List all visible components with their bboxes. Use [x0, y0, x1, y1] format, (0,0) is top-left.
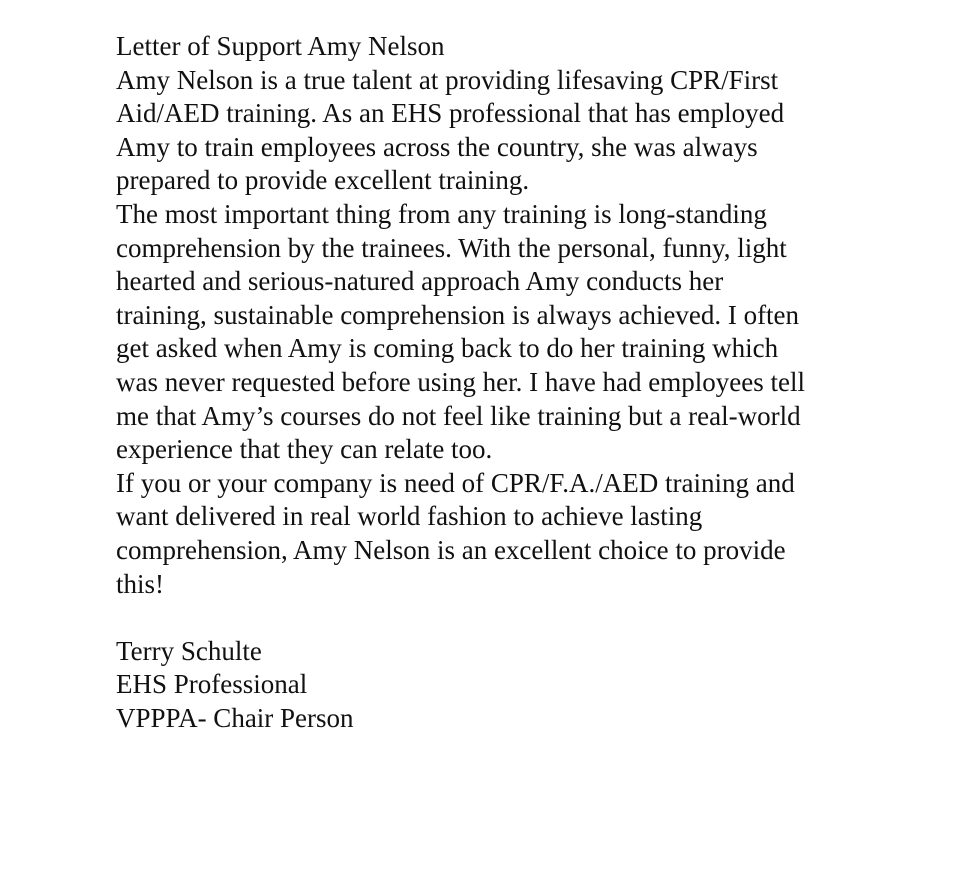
- paragraph-line: me that Amy’s courses do not feel like training but a real-world: [116, 400, 801, 431]
- paragraph-line: get asked when Amy is coming back to do her training which: [116, 333, 779, 364]
- paragraph-3: [116, 467, 876, 601]
- paragraph-line: Aid/AED training. As an EHS professional that has employed: [116, 98, 785, 129]
- paragraph-line: comprehension by the trainees. With the personal, funny, light: [116, 232, 787, 263]
- spacer: [116, 601, 876, 635]
- signer-name: Terry Schulte: [116, 635, 262, 666]
- paragraph-line: prepared to provide excellent training.: [116, 165, 530, 196]
- letter-title: Letter of Support Amy Nelson: [116, 31, 445, 61]
- signer-title: EHS Professional: [116, 669, 308, 700]
- paragraph-line: training, sustainable comprehension is always achieved. I often: [116, 299, 800, 330]
- paragraph-line: comprehension, Amy Nelson is an excellent choice to provide: [116, 534, 786, 565]
- paragraph-1: [116, 64, 876, 198]
- paragraph-line: want delivered in real world fashion to achieve lasting: [116, 501, 703, 532]
- letter-body: [116, 30, 876, 735]
- paragraph-line: If you or your company is need of CPR/F.A./AED training and: [116, 467, 795, 498]
- paragraph-2: [116, 198, 876, 467]
- paragraph-line: this!: [116, 568, 165, 599]
- paragraph-line: Amy Nelson is a true talent at providing lifesaving CPR/First: [116, 64, 779, 95]
- paragraph-line: hearted and serious-natured approach Amy conducts her: [116, 266, 724, 297]
- paragraph-line: experience that they can relate too.: [116, 434, 493, 465]
- signer-role: VPPPA- Chair Person: [116, 702, 354, 733]
- signature-block: [116, 635, 876, 736]
- paragraph-line: Amy to train employees across the country, she was always: [116, 131, 758, 162]
- paragraph-line: The most important thing from any training is long-standing: [116, 198, 767, 229]
- paragraph-line: was never requested before using her. I have had employees tell: [116, 366, 805, 397]
